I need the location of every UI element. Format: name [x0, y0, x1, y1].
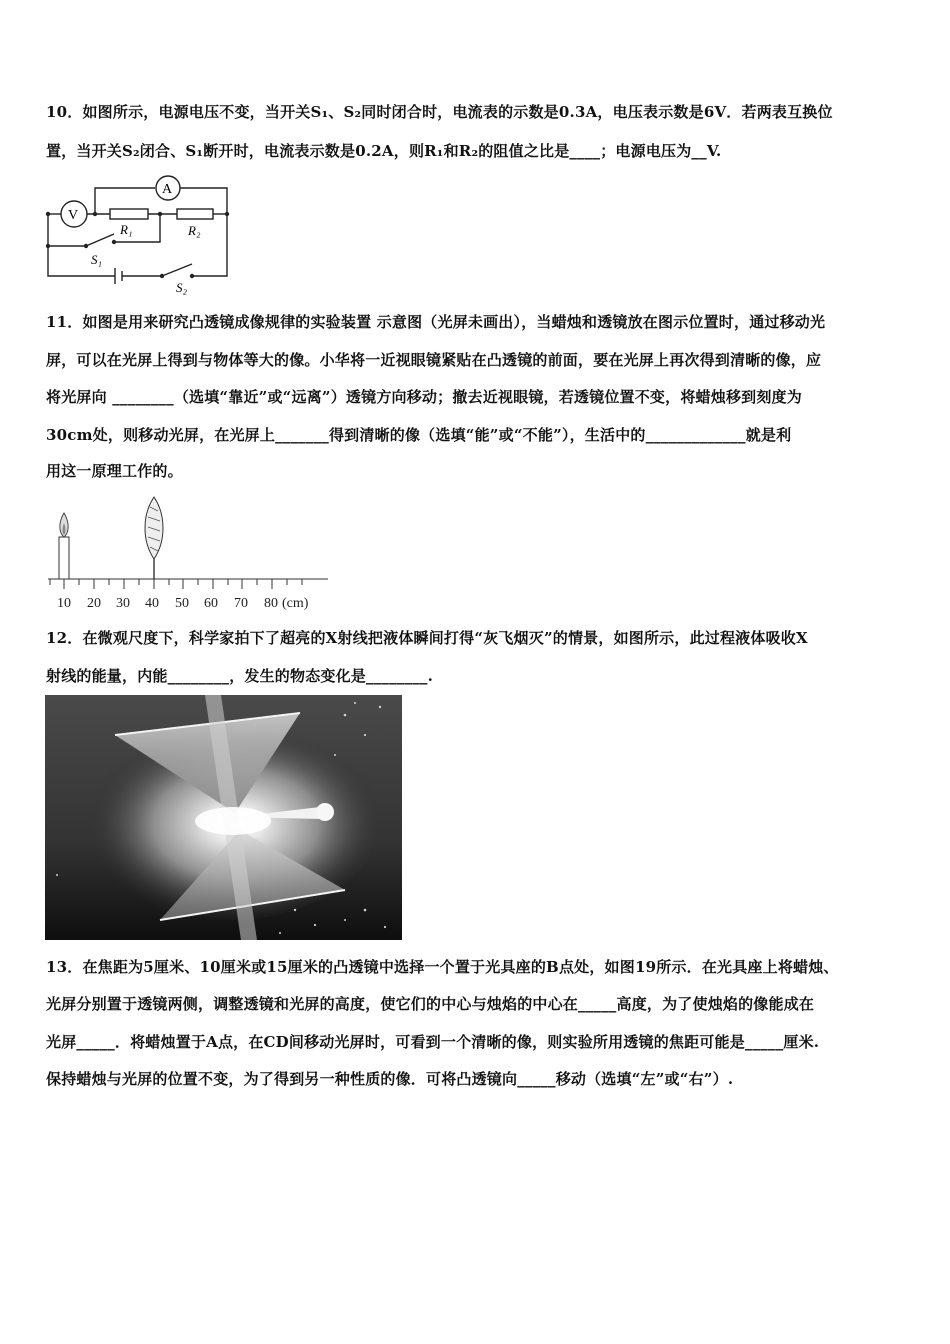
q13-line-4: 保持蜡烛与光屏的位置不变，为了得到另一种性质的像．可将凸透镜向_____移动（选填“左”或“右”）. [46, 1070, 734, 1088]
ruler-tick-40: 40 [145, 596, 159, 611]
ruler-tick-50: 50 [175, 596, 189, 611]
ammeter-label: A [162, 182, 173, 197]
resistor-r2 [177, 209, 213, 219]
switch-s2 [162, 264, 192, 276]
ruler-tick-10: 10 [57, 596, 71, 611]
q13-line-2: 光屏分别置于透镜两侧，调整透镜和光屏的高度，使它们的中心与烛焰的中心在_____高度，为了使烛焰的像能成在 [46, 995, 815, 1013]
candle-icon [59, 513, 69, 579]
circuit-diagram [40, 172, 240, 297]
optical-bench-figure [42, 493, 332, 613]
ruler [48, 579, 328, 589]
r1-label: R₁ [120, 222, 133, 237]
q11-line-2: 屏，可以在光屏上得到与物体等大的像。小华将一近视眼镜紧贴在凸透镜的前面，要在光屏上再次得到清晰的像，应 [46, 351, 822, 369]
ruler-tick-80: 80 [264, 596, 278, 611]
ruler-tick-60: 60 [204, 596, 218, 611]
q11-line-3: 将光屏向 ________（选填“靠近”或“远离”）透镜方向移动；撤去近视眼镜，若透镜位置不变，将蜡烛移到刻度为 [46, 388, 802, 406]
ruler-tick-20: 20 [87, 596, 101, 611]
q13-line-3: 光屏_____．将蜡烛置于A点，在CD间移动光屏时，可看到一个清晰的像，则实验所用透镜的焦距可能是_____厘米. [46, 1033, 820, 1051]
q10-line-2: 置，当开关S₂闭合、S₁断开时，电流表示数是0.2A，则R₁和R₂的阻值之比是____；电源电压为__V. [46, 142, 722, 160]
s2-label: S₂ [176, 280, 188, 295]
voltmeter-label: V [68, 208, 79, 223]
convex-lens-icon [145, 497, 163, 579]
s1-label: S₁ [91, 252, 103, 267]
q11-line-1: 11．如图是用来研究凸透镜成像规律的实验装置 示意图（光屏未画出），当蜡烛和透镜放在图示位置时，通过移动光 [46, 313, 826, 331]
xray-liquid-photo [45, 695, 402, 940]
ruler-unit: (cm) [282, 596, 309, 611]
q11-line-5: 用这一原理工作的。 [46, 462, 183, 480]
q13-line-1: 13．在焦距为5厘米、10厘米或15厘米的凸透镜中选择一个置于光具座的B点处，如图19所示．在光具座上将蜡烛、 [46, 958, 839, 976]
q12-line-1: 12．在微观尺度下，科学家拍下了超亮的X射线把液体瞬间打得“灰飞烟灭”的情景，如图所示，此过程液体吸收X [46, 629, 808, 647]
resistor-r1 [110, 209, 148, 219]
q12-line-2: 射线的能量，内能________，发生的物态变化是________. [46, 667, 434, 685]
r2-label: R₂ [188, 223, 201, 238]
q11-line-4: 30cm处，则移动光屏，在光屏上_______得到清晰的像（选填“能”或“不能”），生活中的_____________就是利 [46, 426, 792, 444]
ruler-tick-30: 30 [116, 596, 130, 611]
ruler-tick-70: 70 [234, 596, 248, 611]
switch-s1 [86, 234, 114, 246]
q10-line-1: 10．如图所示，电源电压不变，当开关S₁、S₂同时闭合时，电流表的示数是0.3A，电压表示数是6V．若两表互换位 [46, 103, 833, 121]
